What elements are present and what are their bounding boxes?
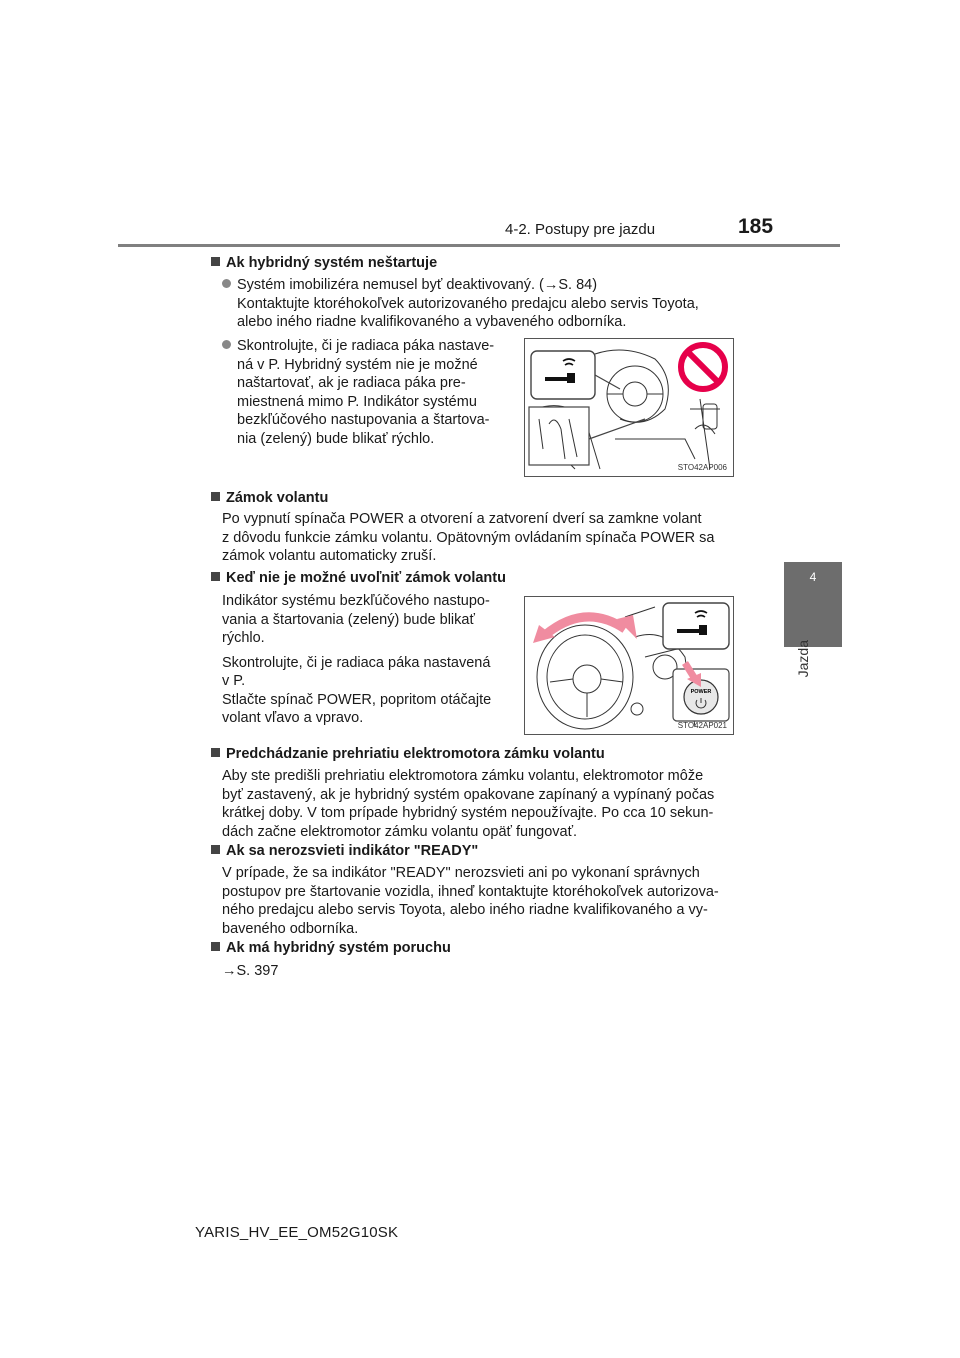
indicator-callout: [663, 603, 729, 649]
square-bullet-icon: [211, 572, 220, 581]
square-bullet-icon: [211, 492, 220, 501]
section-heading: Ak má hybridný systém poruchu: [211, 940, 451, 956]
bullet-paragraph: Skontrolujte, či je radiaca páka nastave- ná v P. Hybridný systém nie je možné naštartovať, ak je radiaca páka pre- miestnená mimo P. Indikátor systému bezkľúčového nastupovania a štartova- nia (zelený) bude blikať rýchlo.: [222, 337, 516, 448]
section-paragraph: Po vypnutí spínača POWER a otvorení a zatvorení dverí sa zamkne volant z dôvodu funkcie zámku volantu. Opätovným ovládaním spínača POWER sa zámok volantu automaticky zruší.: [222, 511, 715, 564]
prohibition-icon: [681, 345, 725, 389]
page-reference: →S. 397: [222, 963, 279, 979]
indicator-callout: [531, 351, 595, 399]
header-section-title: 4-2. Postupy pre jazdu: [505, 221, 656, 238]
section-paragraph: Indikátor systému bezkľúčového nastupo- vania a štartovania (zelený) bude blikať rýchlo. Skontrolujte, či je radiaca páka nastavená v P. Stlačte spínač POWER, popritom otáčajte volant vľavo a vpravo.: [222, 593, 492, 726]
steering-wheel-illustration: [525, 597, 733, 734]
section-paragraph: Aby ste predišli prehriatiu elektromotora zámku volantu, elektromotor môže byť zastavený, ak je hybridný systém opakovane zapínaný a vypínaný počas krátkej doby. V tom prípade hybridný systém nepoužívajte. Po cca 10 sekun- dách začne elektromotor zámku volantu opäť fungovať.: [222, 768, 715, 840]
bullet-paragraph: Systém imobilizéra nemusel byť deaktivovaný. (→S. 84) Kontaktujte ktoréhokoľvek autorizovaného predajcu alebo servis Toyota, alebo iného riadne kvalifikovaného a vybaveného odborníka.: [222, 276, 746, 332]
figure-shift-lever: [524, 338, 734, 477]
section-heading: Ak sa nerozsvieti indikátor "READY": [211, 843, 478, 859]
power-button-text: POWER: [690, 689, 712, 695]
chapter-tab-number: 4: [809, 570, 817, 584]
shift-lever-illustration: [525, 339, 733, 476]
section-heading: Ak hybridný systém neštartuje: [211, 255, 437, 271]
square-bullet-icon: [211, 748, 220, 757]
section-heading: Zámok volantu: [211, 490, 328, 506]
page-number: 185: [738, 215, 774, 238]
header-rule: [118, 244, 840, 247]
chapter-tab: [784, 562, 842, 647]
figure-steering-lock: [524, 596, 734, 735]
section-paragraph: V prípade, že sa indikátor "READY" nerozsvieti ani po vykonaní správnych postupov pre štartovanie vozidla, ihneď kontaktujte ktoréhokoľvek autorizova- ného predajcu alebo servis Toyota, alebo iného riadne kvalifikovaného a vy- baveného odborníka.: [222, 865, 719, 937]
round-bullet-icon: [222, 340, 231, 349]
section-heading: Predchádzanie prehriatiu elektromotora zámku volantu: [211, 746, 605, 762]
chapter-tab-label: Jazda: [795, 640, 811, 678]
square-bullet-icon: [211, 257, 220, 266]
square-bullet-icon: [211, 942, 220, 951]
round-bullet-icon: [222, 279, 231, 288]
document-code: YARIS_HV_EE_OM52G10SK: [195, 1224, 399, 1241]
section-heading: Keď nie je možné uvoľniť zámok volantu: [211, 570, 506, 586]
square-bullet-icon: [211, 845, 220, 854]
shift-callout: [529, 407, 589, 465]
figure-label: STO42AP021: [677, 721, 727, 730]
figure-label: STO42AP006: [677, 463, 727, 472]
rotate-arrow-icon: [545, 617, 625, 635]
